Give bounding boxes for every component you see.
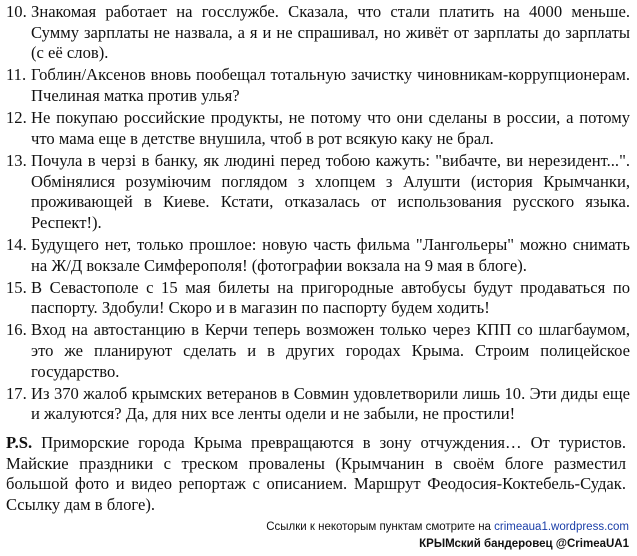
item-number: 13. xyxy=(6,150,27,170)
postscript xyxy=(6,433,626,515)
item-text: Гоблин/Аксенов вновь пообещал тотальную зачистку чиновникам-коррупционерам. Пчелиная матка против улья? xyxy=(31,65,630,105)
item-number: 17. xyxy=(6,383,27,403)
list-item xyxy=(6,151,630,233)
item-number: 14. xyxy=(6,234,27,254)
ps-text: Приморские города Крыма превращаются в зону отчуждения… От туристов. Майские праздники с треском провалены (Крымчанин в своём блоге разместил большой фото и видео репортаж с описанием. Маршрут Феодосия-Коктебель-Судак. Ссылку дам в блоге). xyxy=(6,433,626,514)
item-text: Почула в черзі в банку, як людині перед тобою кажуть: "вибачте, ви нерезидент...". Обмінялися розуміючим поглядом з хлопцем з Алушти (история Крымчанки, проживающей в Киеве. Кстати, отказалась от использования русского языка. Респект!). xyxy=(31,150,630,232)
item-number: 11. xyxy=(6,65,27,85)
list-item xyxy=(6,108,630,149)
item-text: Будущего нет, только прошлое: новую часть фильма "Лангольеры" можно снимать на Ж/Д вокзале Симферополя! (фотографии вокзала на 9 мая в блоге). xyxy=(31,234,630,275)
footer-links-text: Ссылки к некоторым пунктам смотрите на xyxy=(266,521,495,533)
item-text: Не покупаю российские продукты, не потому что они сделаны в россии, а потому что мама еще в детстве внушила, чтоб в рот всякую каку не брал. xyxy=(31,108,630,148)
list-item xyxy=(6,384,630,425)
item-text: Вход на автостанцию в Керчи теперь возможен только через КПП со шлагбаумом, это же планируют сделать и в других городах Крыма. Строим полицейское государство. xyxy=(31,320,630,381)
footer-credit: КРЫМский бандеровец @CrimeaUA1 xyxy=(419,538,629,550)
list-item xyxy=(6,278,630,319)
item-number: 15. xyxy=(6,277,27,297)
numbered-list xyxy=(6,2,630,427)
item-number: 12. xyxy=(6,108,27,128)
blog-link[interactable]: crimeaua1.wordpress.com xyxy=(494,521,629,533)
item-text: Из 370 жалоб крымских ветеранов в Совмин удовлетворили лишь 10. Эти диды еще и жалуются? Да, для них все ленты одели и не забыли, не простили! xyxy=(31,383,630,424)
item-number: 16. xyxy=(6,320,27,340)
item-text: В Севастополе с 15 мая билеты на пригородные автобусы будут продаваться по паспорту. Здобули! Скоро и в магазин по паспорту будем ходить! xyxy=(31,277,630,318)
footer-links-note xyxy=(266,520,629,534)
list-item xyxy=(6,2,630,64)
item-text: Знакомая работает на госслужбе. Сказала, что стали платить на 4000 меньше. Сумму зарплаты не назвала, а я и не спрашивал, но живёт от зарплаты до зарплаты (с её слов). xyxy=(31,2,630,63)
ps-label: P.S. xyxy=(6,433,33,452)
list-item xyxy=(6,235,630,276)
list-item xyxy=(6,65,630,106)
item-number: 10. xyxy=(6,2,27,21)
list-item xyxy=(6,320,630,382)
